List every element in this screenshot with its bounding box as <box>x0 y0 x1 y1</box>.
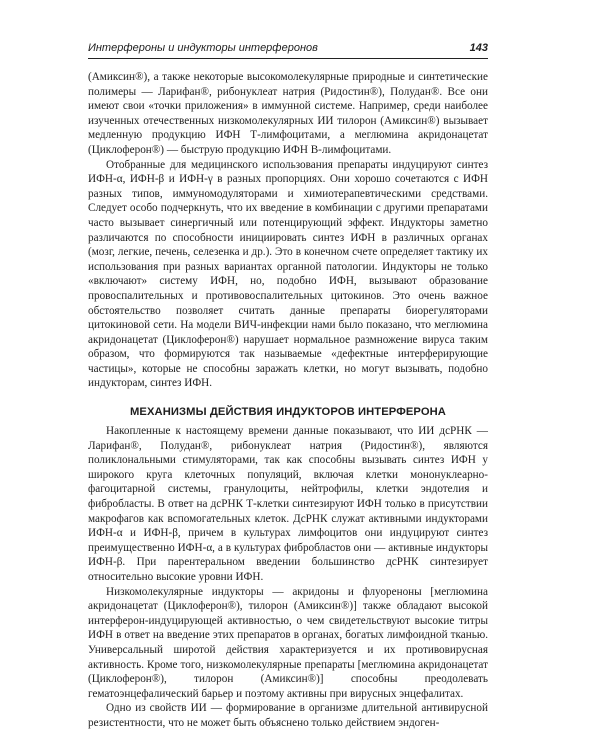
paragraph: Одно из свойств ИИ — формирование в организме длительной антивирусной резистентности, что не может быть объяснено только действием эндоген- <box>88 702 488 729</box>
paragraph: Низкомолекулярные индукторы — акридоны и флуореноны [меглюмина акридонацетат (Циклоферон®), тилорон (Амиксин®)] также обладают высокой интерферон-индуцирующей активностью, о чем свидетельствуют высокие титры ИФН в ответ на введение этих препаратов в органах, богатых лимфоидной тканью. Универсальный широтой действия характеризуется и их противовирусная активность. Кроме того, низкомолекулярные препараты [меглюмина акридонацетат (Циклоферон®), тилорон (Амиксин®)] способны преодолевать гематоэнцефалический барьер и поэтому активны при вирусных энцефалитах. <box>88 585 488 700</box>
section-heading: МЕХАНИЗМЫ ДЕЙСТВИЯ ИНДУКТОРОВ ИНТЕРФЕРОНА <box>130 406 446 419</box>
page-number: 143 <box>469 42 488 54</box>
running-header <box>88 40 488 59</box>
paragraph: Накопленные к настоящему времени данные показывают, что ИИ дсРНК — Ларифан®, Полудан®, рибонуклеат натрия (Ридостин®), являются поликлональными стимуляторами, так как способны вызывать синтез ИФН у широкого круга клеточных популяций, включая клетки мононуклеарно-фагоцитарной системы, гранулоциты, нейтрофилы, клетки эндотелия и фибробласты. В ответ на дсРНК Т-клетки синтезируют ИФН только в присутствии макрофагов как вспомогательных клеток. ДсРНК служат активными индукторами ИФН-α и ИФН-β, причем в культурах лимфоцитов они индуцируют синтез преимущественно ИФН-α, а в культурах фибробластов они — активные индукторы ИФН-β. При парентеральном введении большинство дсРНК синтезирует относительно высокие уровни ИФН. <box>88 425 488 583</box>
paragraph: Отобранные для медицинского использования препараты индуцируют синтез ИФН-α, ИФН-β и ИФН-γ в разных пропорциях. Они хорошо сочетаются с ИФН разных типов, иммуномодуляторами и химиотерапевтическими средствами. Следует особо подчеркнуть, что их введение в комбинации с другими препаратами часто вызывает синергичный или потенцирующий эффект. Индукторы заметно различаются по способности инициировать синтез ИФН в различных органах (мозг, легкие, печень, селезенка и др.). Это в конечном счете определяет тактику их использования при разных вариантах органной патологии. Индукторы не только «включают» систему ИФН, но, подобно ИФН, вызывают образование провоспалительных и противовоспалительных цитокинов. Это очень важное обстоятельство позволяет считать данные препараты биорегуляторами цитокиновой сети. На модели ВИЧ-инфекции нами было показано, что меглюмина акридонацетат (Циклоферон®) нарушает нормальное размножение вируса таким образом, что формируются так называемые «дефектные интерферирующие частицы», которые не способны заражать клетки, но могут вызывать, подобно индукторам, синтез ИФН. <box>88 158 488 390</box>
body-text <box>88 70 488 731</box>
paragraph-continued: (Амиксин®), а также некоторые высокомолекулярные природные и синтетические полимеры — Ларифан®, рибонуклеат натрия (Ридостин®), Полудан®. Все они имеют свои «точки приложения» в иммунной системе. Например, среди наиболее изученных отечественных низкомолекулярных ИИ тилорон (Амиксин®) вызывает медленную продукцию ИФН Т-лимфоцитами, а меглюмина акридонацетат (Циклоферон®) — быструю продукцию ИФН В-лимфоцитами. <box>88 71 488 156</box>
running-title: Интерфероны и индукторы интерферонов <box>88 42 318 54</box>
